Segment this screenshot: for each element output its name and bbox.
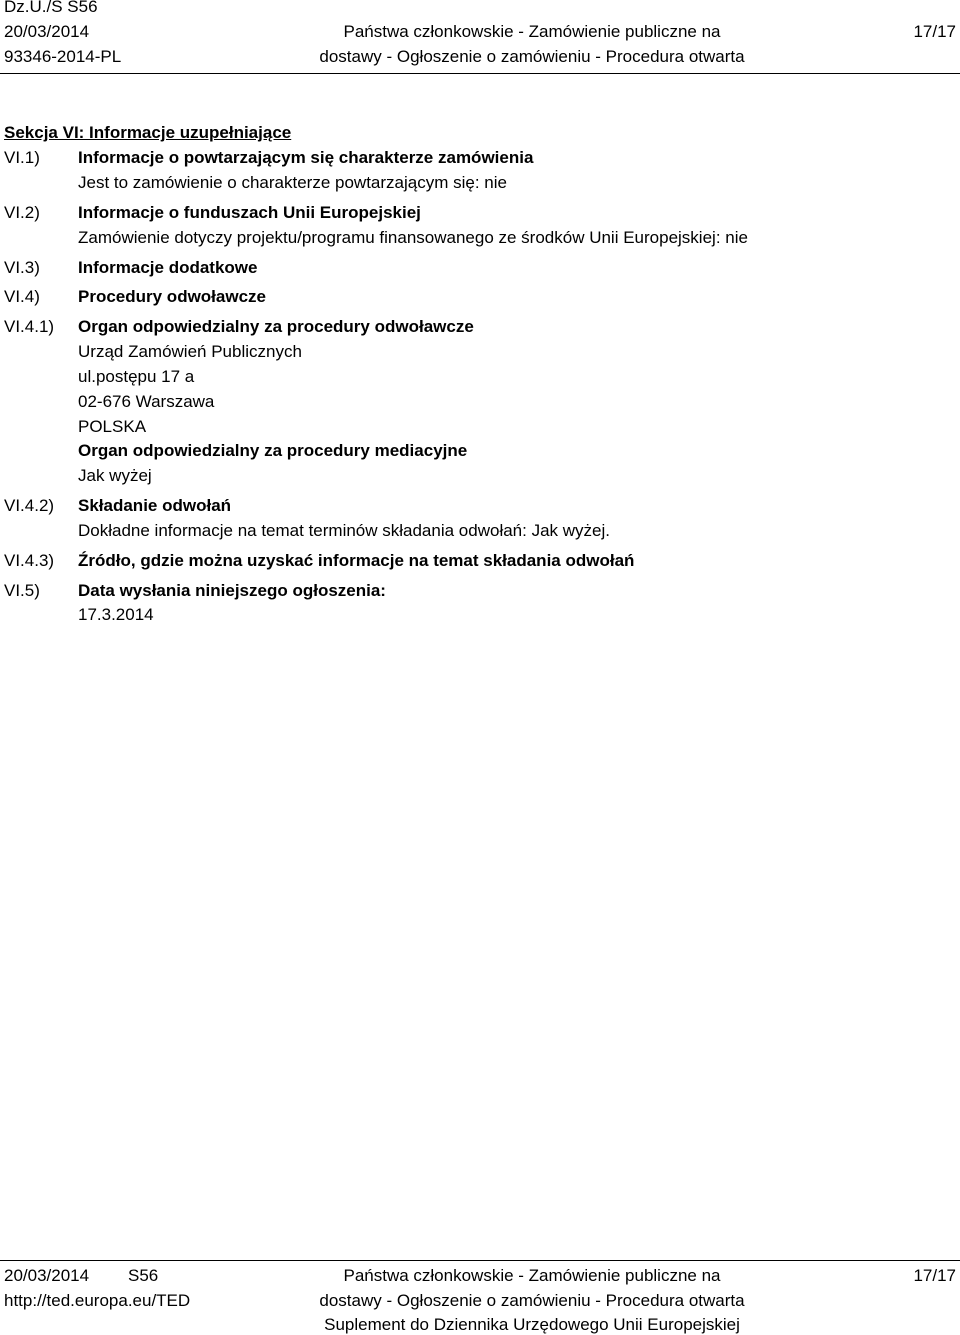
header-divider — [0, 73, 960, 74]
journal-ref: Dz.U./S S56 — [4, 0, 98, 16]
footer-page-number: 17/17 — [913, 1266, 956, 1285]
section-title: Sekcja VI: Informacje uzupełniające — [4, 123, 292, 142]
item-number-vi42: VI.4.2) — [4, 496, 55, 515]
item-text-vi1: Jest to zamówienie o charakterze powtarzającym się: nie — [78, 173, 507, 192]
item-heading-vi3: Informacje dodatkowe — [78, 258, 258, 277]
mediation-text: Jak wyżej — [78, 466, 152, 485]
item-text-vi2: Zamówienie dotyczy projektu/programu finansowanego ze środków Unii Europejskiej: nie — [78, 228, 748, 247]
item-number-vi5: VI.5) — [4, 581, 40, 600]
item-number-vi41: VI.4.1) — [4, 317, 55, 336]
item-heading-vi42: Składanie odwołań — [78, 496, 232, 515]
footer-url-link[interactable]: http://ted.europa.eu/TED — [4, 1291, 191, 1310]
review-body-city: 02-676 Warszawa — [78, 392, 215, 411]
footer-title-line3: Suplement do Dziennika Urzędowego Unii Europejskiej — [324, 1315, 740, 1334]
item-number-vi3: VI.3) — [4, 258, 40, 277]
item-number-vi43: VI.4.3) — [4, 551, 55, 570]
item-heading-vi5: Data wysłania niniejszego ogłoszenia: — [78, 581, 386, 600]
footer-divider — [0, 1260, 960, 1261]
footer-title-line2: dostawy - Ogłoszenie o zamówieniu - Procedura otwarta — [319, 1291, 745, 1310]
header-date: 20/03/2014 — [4, 22, 90, 41]
footer-series: S56 — [128, 1266, 159, 1285]
item-number-vi1: VI.1) — [4, 148, 40, 167]
item-number-vi4: VI.4) — [4, 287, 40, 306]
item-number-vi2: VI.2) — [4, 203, 40, 222]
item-text-vi42: Dokładne informacje na temat terminów składania odwołań: Jak wyżej. — [78, 521, 610, 540]
footer-date: 20/03/2014 — [4, 1266, 90, 1285]
header-title-line2: dostawy - Ogłoszenie o zamówieniu - Procedura otwarta — [319, 47, 745, 66]
review-body-name: Urząd Zamówień Publicznych — [78, 342, 302, 361]
header-doc-id: 93346-2014-PL — [4, 47, 122, 66]
item-heading-vi2: Informacje o funduszach Unii Europejskiej — [78, 203, 421, 222]
review-body-country: POLSKA — [78, 417, 147, 436]
item-heading-vi1: Informacje o powtarzającym się charakterze zamówienia — [78, 148, 534, 167]
item-heading-vi41: Organ odpowiedzialny za procedury odwoławcze — [78, 317, 474, 336]
header-title-line1: Państwa członkowskie - Zamówienie publiczne na — [343, 22, 721, 41]
dispatch-date: 17.3.2014 — [78, 605, 154, 624]
item-heading-vi4: Procedury odwoławcze — [78, 287, 266, 306]
review-body-street: ul.postępu 17 a — [78, 367, 195, 386]
mediation-heading: Organ odpowiedzialny za procedury mediacyjne — [78, 441, 468, 460]
header-page-number: 17/17 — [913, 22, 956, 41]
footer-title-line1: Państwa członkowskie - Zamówienie publiczne na — [343, 1266, 721, 1285]
item-heading-vi43: Źródło, gdzie można uzyskać informacje na temat składania odwołań — [78, 551, 635, 570]
